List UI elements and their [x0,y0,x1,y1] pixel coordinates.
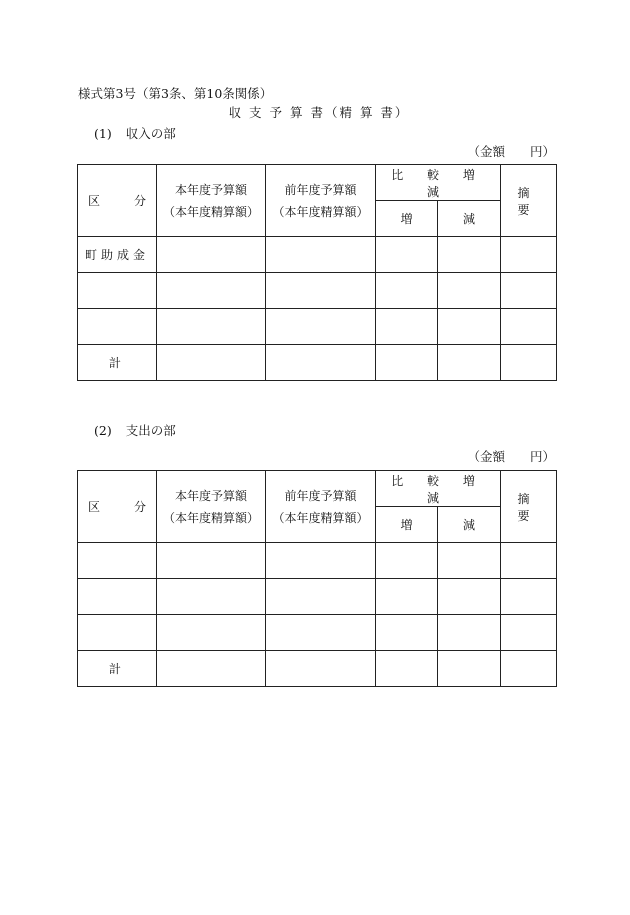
header-comparison: 比 較 増 減 [376,165,501,201]
cell-current-year[interactable] [157,543,266,579]
section-title: 収入の部 [125,126,176,141]
amount-unit-label: （金額 円） [467,144,555,159]
section-title: 支出の部 [125,423,176,438]
table-row [78,615,557,651]
cell-current-year[interactable] [157,237,266,273]
cell-remarks[interactable] [501,615,557,651]
cell-decrease[interactable] [438,579,501,615]
header-category-char-1: 区 [88,500,101,514]
cell-increase[interactable] [376,543,438,579]
cell-remarks[interactable] [501,273,557,309]
cell-remarks[interactable] [501,651,557,687]
header-current-year [157,165,266,237]
cell-previous-year[interactable] [266,309,376,345]
cell-increase[interactable] [376,651,438,687]
header-previous-year [266,165,376,237]
cell-decrease[interactable] [438,237,501,273]
cell-decrease[interactable] [438,273,501,309]
header-current-year-line2: （本年度精算額） [162,510,259,525]
cell-increase[interactable] [376,237,438,273]
row-label: 町助成金 [78,237,157,273]
table-row [78,543,557,579]
header-previous-year-line1: 前年度予算額 [284,182,357,197]
header-increase: 増 [376,201,438,237]
cell-decrease[interactable] [438,651,501,687]
cell-current-year[interactable] [157,345,266,381]
table-row [78,273,557,309]
cell-decrease[interactable] [438,309,501,345]
row-label-total: 計 [78,651,157,687]
header-previous-year-line2: （本年度精算額） [272,204,369,219]
header-category [78,165,157,237]
header-decrease: 減 [438,201,501,237]
section-number: (1) [94,126,112,141]
header-current-year-line2: （本年度精算額） [162,204,259,219]
header-remarks: 摘 要 [501,165,557,237]
cell-remarks[interactable] [501,543,557,579]
row-label[interactable] [78,579,157,615]
cell-current-year[interactable] [157,651,266,687]
header-comparison: 比 較 増 減 [376,471,501,507]
total-row [78,651,557,687]
cell-current-year[interactable] [157,273,266,309]
cell-remarks[interactable] [501,345,557,381]
header-current-year-line1: 本年度予算額 [174,182,247,197]
header-decrease: 減 [438,507,501,543]
table-row [78,237,557,273]
cell-increase[interactable] [376,579,438,615]
cell-remarks[interactable] [501,237,557,273]
header-category-char-2: 分 [133,194,146,208]
expenditure-section-heading [94,421,176,439]
income-table [77,164,557,381]
cell-current-year[interactable] [157,615,266,651]
section-number: (2) [94,423,112,438]
cell-increase[interactable] [376,345,438,381]
header-previous-year [266,471,376,543]
row-label[interactable] [78,309,157,345]
header-category-char-1: 区 [88,194,101,208]
cell-decrease[interactable] [438,345,501,381]
header-current-year [157,471,266,543]
cell-decrease[interactable] [438,615,501,651]
income-section-heading [94,124,176,142]
cell-decrease[interactable] [438,543,501,579]
form-number: 様式第3号（第3条、第10条関係） [78,86,273,101]
cell-current-year[interactable] [157,309,266,345]
cell-increase[interactable] [376,309,438,345]
table-row [78,309,557,345]
header-category-char-2: 分 [133,500,146,514]
table-row [78,579,557,615]
header-category [78,471,157,543]
header-increase: 増 [376,507,438,543]
cell-previous-year[interactable] [266,543,376,579]
row-label[interactable] [78,273,157,309]
cell-remarks[interactable] [501,309,557,345]
document-title: 収 支 予 算 書（精 算 書） [228,105,410,120]
cell-previous-year[interactable] [266,579,376,615]
cell-increase[interactable] [376,615,438,651]
cell-previous-year[interactable] [266,237,376,273]
cell-previous-year[interactable] [266,615,376,651]
amount-unit-label: （金額 円） [467,449,555,464]
cell-current-year[interactable] [157,579,266,615]
expenditure-table [77,470,557,687]
row-label[interactable] [78,615,157,651]
cell-increase[interactable] [376,273,438,309]
total-row [78,345,557,381]
cell-previous-year[interactable] [266,273,376,309]
cell-previous-year[interactable] [266,651,376,687]
header-previous-year-line2: （本年度精算額） [272,510,369,525]
row-label[interactable] [78,543,157,579]
cell-remarks[interactable] [501,579,557,615]
header-remarks: 摘 要 [501,471,557,543]
cell-previous-year[interactable] [266,345,376,381]
header-current-year-line1: 本年度予算額 [174,488,247,503]
row-label-total: 計 [78,345,157,381]
header-previous-year-line1: 前年度予算額 [284,488,357,503]
